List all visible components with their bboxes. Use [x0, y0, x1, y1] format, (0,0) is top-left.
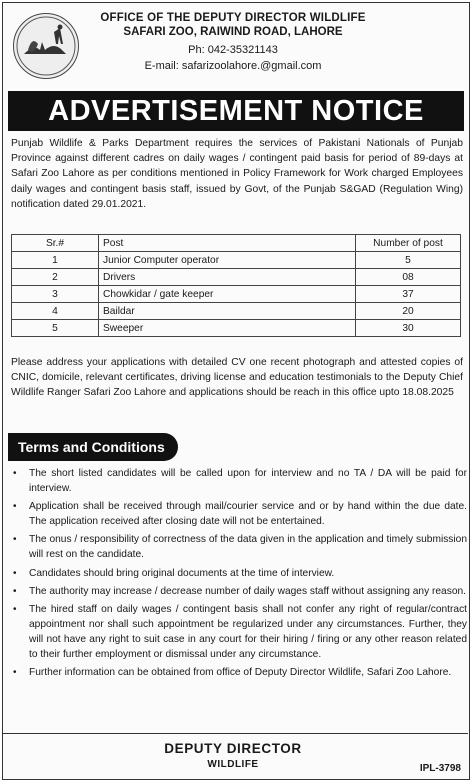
term-text: Candidates should bring original documents at the time of interview.	[29, 567, 335, 579]
footer-divider	[3, 733, 468, 734]
list-item	[11, 566, 467, 581]
cell-sr: 5	[12, 320, 99, 337]
bullet-icon: •	[13, 534, 17, 546]
cell-number: 5	[356, 252, 461, 269]
table-header-row	[12, 235, 461, 252]
bullet-icon: •	[13, 501, 17, 513]
cell-post: Baildar	[99, 303, 356, 320]
terms-list	[11, 466, 467, 683]
bullet-icon: •	[13, 667, 17, 679]
advertisement-page	[2, 2, 470, 780]
bullet-icon: •	[13, 567, 17, 579]
office-phone: Ph: 042-35321143	[188, 44, 278, 56]
signatory-department: WILDLIFE	[207, 759, 259, 770]
cell-sr: 1	[12, 252, 99, 269]
signature-block	[133, 741, 333, 770]
cell-number: 30	[356, 320, 461, 337]
list-item	[11, 466, 467, 496]
office-header	[83, 9, 383, 72]
cell-post: Drivers	[99, 269, 356, 286]
bullet-icon: •	[13, 468, 17, 479]
list-item	[11, 602, 467, 662]
cell-number: 37	[356, 286, 461, 303]
list-item	[11, 532, 467, 562]
term-text: The short listed candidates will be called upon for interview and no TA / DA will be paid for interview.	[29, 468, 467, 495]
table-row	[12, 286, 461, 303]
bullet-icon: •	[13, 603, 17, 615]
cell-sr: 4	[12, 303, 99, 320]
ipl-code: IPL-3798	[419, 763, 461, 774]
page-title: ADVERTISEMENT NOTICE	[8, 91, 464, 131]
column-header-post: Post	[99, 235, 356, 252]
terms-heading: Terms and Conditions	[8, 433, 178, 461]
cell-post: Sweeper	[99, 320, 356, 337]
term-text: Further information can be obtained from office of Deputy Director Wildlife, Safari Zoo Lahore.	[29, 667, 452, 679]
table-row	[12, 252, 461, 269]
list-item	[11, 499, 467, 529]
term-text: The onus / responsibility of correctness of the data given in the application and timely submission will rest on the candidate.	[29, 534, 467, 561]
term-text: The hired staff on daily wages / contingent basis shall not confer any right of regular/contract appointment nor shall such appointment be regularized under any circumstances. Further, they will not have any right to suit case in any court for their hiring / firing or any other reason related to their further employment or dismissal under any circumstance.	[29, 603, 467, 661]
term-text: The authority may increase / decrease number of daily wages staff without assigning any reason.	[29, 585, 466, 597]
cell-post: Junior Computer operator	[99, 252, 356, 269]
term-text: Application shall be received through mail/courier service and or by hand within the due date. The application received after closing date will not be entertained.	[29, 501, 467, 528]
cell-number: 20	[356, 303, 461, 320]
table-row	[12, 269, 461, 286]
office-email: E-mail: safarizoolahore.@gmail.com	[144, 60, 322, 72]
table-row	[12, 320, 461, 337]
cell-post: Chowkidar / gate keeper	[99, 286, 356, 303]
cell-sr: 2	[12, 269, 99, 286]
list-item	[11, 665, 467, 680]
office-address: SAFARI ZOO, RAIWIND ROAD, LAHORE	[123, 26, 343, 38]
cell-sr: 3	[12, 286, 99, 303]
table-row	[12, 303, 461, 320]
column-header-number: Number of post	[356, 235, 461, 252]
cell-number: 08	[356, 269, 461, 286]
list-item	[11, 584, 467, 599]
application-instructions: Please address your applications with detailed CV one recent photograph and attested copies of CNIC, domicile, relevant certificates, driving license and education testimonials to the Deputy Chief Wildlife Ranger Safari Zoo Lahore and applications should be reach in this office upto 18.08.2025	[11, 357, 463, 399]
safari-zoo-logo	[13, 13, 79, 79]
column-header-sr: Sr.#	[12, 235, 99, 252]
intro-paragraph: Punjab Wildlife & Parks Department requires the services of Pakistani Nationals of Punjab Province against different cadres on daily wages / contingent paid basis for period of 89-days at Safari Zoo Lahore as per conditions mentioned in Policy Framework for Work charged Employees daily wages and contingent basis staff, issued by Govt, of the Punjab S&GAD (Regulation Wing) notification dated 29.01.2021.	[11, 138, 463, 210]
posts-table	[11, 234, 461, 337]
office-name: OFFICE OF THE DEPUTY DIRECTOR WILDLIFE	[100, 12, 366, 24]
signatory-title: DEPUTY DIRECTOR	[164, 741, 302, 756]
bullet-icon: •	[13, 585, 17, 597]
